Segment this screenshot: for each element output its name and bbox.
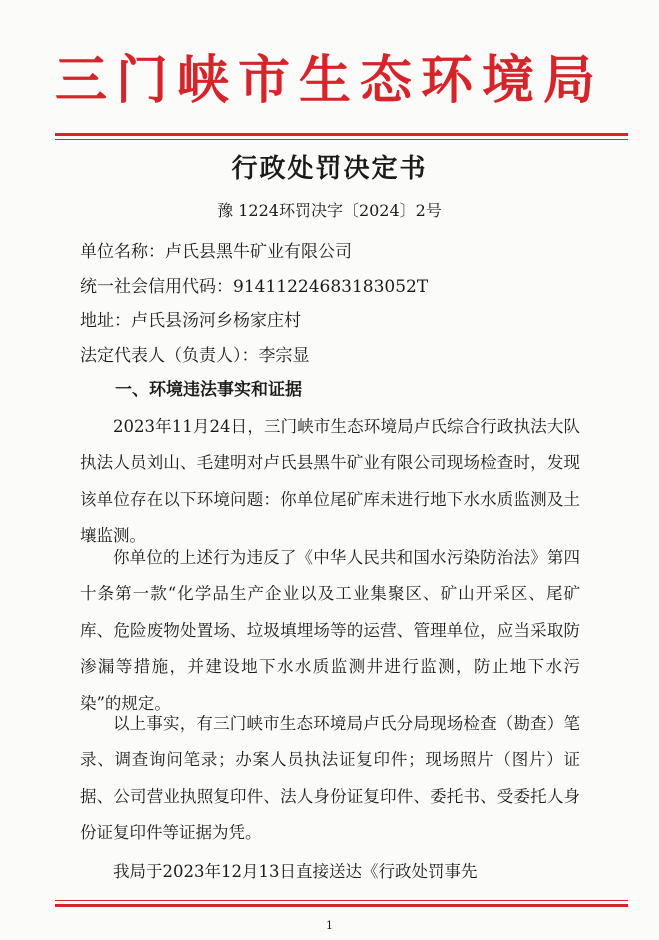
paragraph-inspection: 2023年11月24日，三门峡市生态环境局卢氏综合行政执法大队执法人员刘山、毛建明对卢氏县黑牛矿业有限公司现场检查时，发现该单位存在以下环境问题：你单位尾矿库未进行地下水水质监测及土壤监测。 — [80, 417, 580, 546]
header-rule-thick — [55, 133, 628, 136]
footer-rule-thin — [55, 900, 628, 901]
header-rule-thin — [55, 139, 628, 140]
unit-name: 单位名称：卢氏县黑牛矿业有限公司 — [80, 242, 352, 262]
paragraph-notice: 我局于2023年12月13日直接送达《行政处罚事先 — [113, 862, 478, 881]
legal-representative: 法定代表人（负责人）：李宗显 — [80, 346, 310, 366]
issuing-authority-header: 三门峡市生态环境局 — [54, 50, 604, 111]
paragraph-legal-violation: 你单位的上述行为违反了《中华人民共和国水污染防治法》第四十条第一款“化学品生产企业以及工业集聚区、矿山开采区、尾矿库、危险废物处置场、垃圾填埋场等的运营、管理单位，应当采取防渗漏等措施，并建设地下水水质监测井进行监测，防止地下水污染”的规定。 — [80, 548, 580, 713]
document-number: 豫 1224环罚决字〔2024〕2号 — [217, 201, 442, 220]
section-heading-violation-facts: 一、环境违法事实和证据 — [115, 380, 302, 400]
footer-rule-thick — [55, 904, 628, 907]
address: 地址：卢氏县汤河乡杨家庄村 — [80, 311, 301, 331]
credit-code: 统一社会信用代码：91411224683183052T — [80, 277, 429, 297]
document-title: 行政处罚决定书 — [231, 154, 428, 184]
page-number: 1 — [326, 919, 333, 932]
paragraph-evidence: 以上事实，有三门峡市生态环境局卢氏分局现场检查（勘查）笔录、调查询问笔录；办案人员执法证复印件；现场照片（图片）证据、公司营业执照复印件、法人身份证复印件、委托书、受委托人身份证复印件等证据为凭。 — [80, 714, 580, 843]
